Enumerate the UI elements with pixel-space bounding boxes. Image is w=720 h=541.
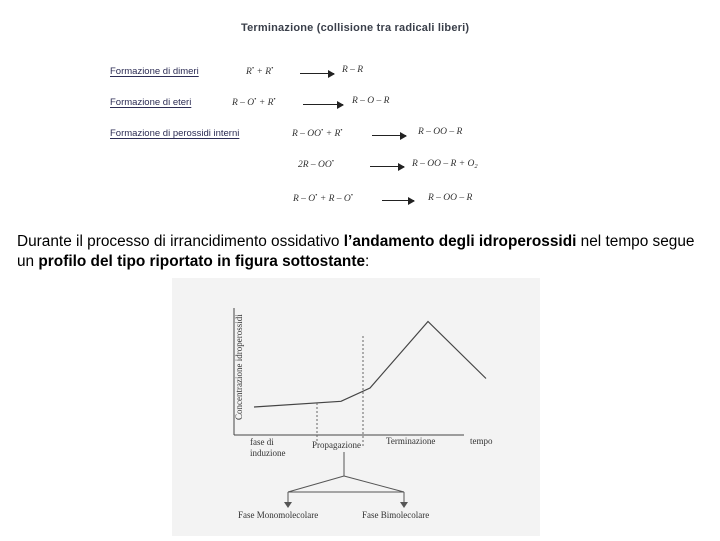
phase-group-mono: Fase Monomolecolare <box>238 510 319 520</box>
arrow-icon <box>382 200 414 201</box>
chart-svg <box>172 278 540 536</box>
scheme-title: Terminazione (collisione tra radicali liberi) <box>241 22 470 34</box>
arrowhead-left-icon <box>284 502 292 508</box>
label-dimeri: Formazione di dimeri <box>110 66 199 77</box>
label-eteri: Formazione di eteri <box>110 97 192 108</box>
arrow-icon <box>372 135 406 136</box>
phase-label-induction-2: induzione <box>250 448 286 458</box>
phase-group-bi: Fase Bimolecolare <box>362 510 430 520</box>
eq-left-row4: 2R – OO• <box>298 158 335 170</box>
arrowhead-right-icon <box>400 502 408 508</box>
x-axis-label: tempo <box>470 436 493 446</box>
phase-label-induction: fase di <box>250 437 274 447</box>
phase-label-termination: Terminazione <box>386 436 436 446</box>
eq-left-dimeri: R• + R• <box>246 65 274 77</box>
bracket-left <box>288 476 344 492</box>
arrow-icon <box>300 73 334 74</box>
bracket-right <box>344 476 404 492</box>
phase-label-propagation: Propagazione <box>312 440 361 450</box>
eq-right-row4: R – OO – $R + O_2$ <box>412 159 478 170</box>
eq-right-perossidi: R – OO – R <box>418 127 463 137</box>
hydroperoxide-chart <box>172 278 540 536</box>
eq-left-eteri: R – O• + R• <box>232 96 276 108</box>
eq-left-perossidi: R – OO• + R• <box>292 127 343 139</box>
eq-right-dimeri: R – R <box>342 65 364 75</box>
label-perossidi: Formazione di perossidi interni <box>110 128 240 139</box>
eq-right-eteri: R – O – R <box>352 96 390 106</box>
arrow-icon <box>303 104 343 105</box>
data-line <box>254 322 486 408</box>
y-axis-label: Concentrazione idroperossidi <box>234 314 244 420</box>
eq-right-row5: R – OO – R <box>428 193 473 203</box>
description-text: Durante il processo di irrancidimento ossidativo l’andamento degli idroperossidi nel tempo segue un profilo del tipo riportato in figura sottostante: <box>17 233 695 270</box>
eq-left-row5: R – O• + R – O• <box>293 192 354 204</box>
arrow-icon <box>370 166 404 167</box>
